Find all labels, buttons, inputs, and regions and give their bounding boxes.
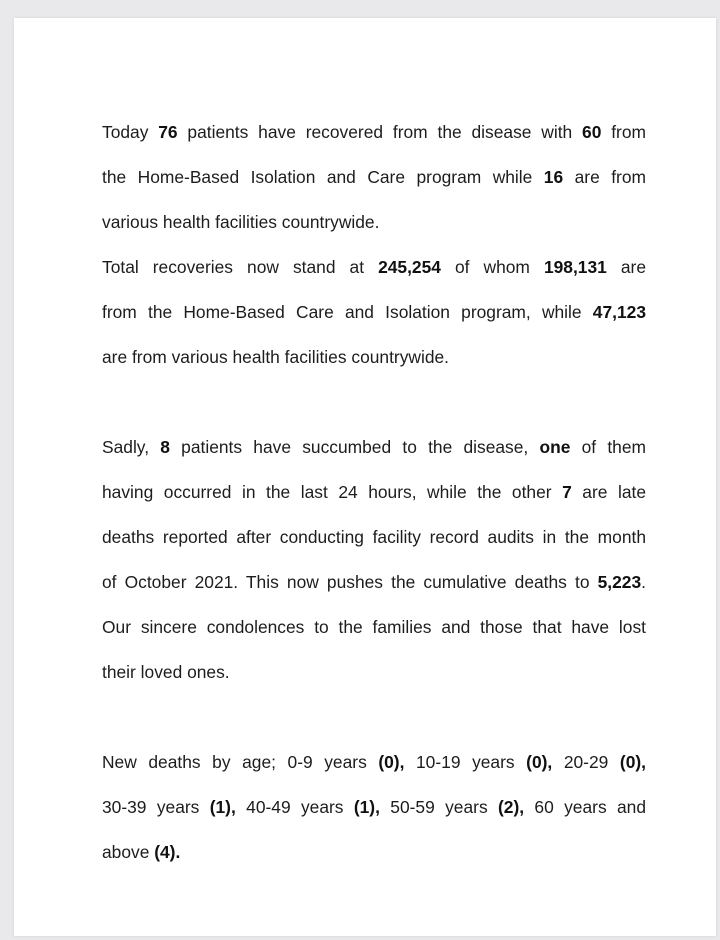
deaths-line-5: Our sincere condolences to the families and those that have lost: [102, 617, 646, 637]
recoveries-line-1: Today 76 patients have recovered from the disease with 60 from: [102, 122, 646, 142]
age-40-49-count: (1),: [353, 797, 380, 817]
age-50-59-count: (2),: [497, 797, 525, 817]
total-recoveries-count: 245,254: [378, 257, 441, 277]
age-60-plus-count: (4).: [154, 842, 181, 862]
recoveries-line-4: Total recoveries now stand at 245,254 of whom 198,131 are: [102, 257, 646, 277]
recovered-today-count: 76: [158, 122, 178, 142]
facility-recovered-count: 16: [543, 167, 564, 187]
deaths-count: 8: [160, 437, 170, 457]
ages-line-3: above (4).: [102, 842, 181, 862]
recent-deaths-word: one: [539, 437, 571, 457]
deaths-line-1: Sadly, 8 patients have succumbed to the disease, one of them: [102, 437, 646, 457]
recoveries-line-6: are from various health facilities countrywide.: [102, 347, 449, 367]
ages-line-1: New deaths by age; 0-9 years (0), 10-19 years (0), 20-29 (0),: [102, 752, 646, 772]
recoveries-line-2: the Home-Based Isolation and Care program while 16 are from: [102, 167, 646, 187]
age-10-19-count: (0),: [526, 752, 553, 772]
deaths-line-6: their loved ones.: [102, 662, 230, 682]
cumulative-deaths-count: 5,223: [597, 572, 642, 592]
age-0-9-count: (0),: [378, 752, 405, 772]
facility-total-count: 47,123: [592, 302, 646, 322]
ages-line-2: 30-39 years (1), 40-49 years (1), 50-59 years (2), 60 years and: [102, 797, 647, 817]
late-deaths-count: 7: [562, 482, 572, 502]
age-20-29-count: (0),: [619, 752, 646, 772]
deaths-line-4: of October 2021. This now pushes the cumulative deaths to 5,223.: [102, 572, 646, 592]
home-based-total-count: 198,131: [543, 257, 607, 277]
recoveries-line-5: from the Home-Based Care and Isolation program, while 47,123: [102, 302, 646, 322]
document-page: [14, 18, 716, 936]
deaths-line-2: having occurred in the last 24 hours, while the other 7 are late: [102, 482, 646, 502]
home-based-recovered-count: 60: [582, 122, 602, 142]
deaths-line-3: deaths reported after conducting facility record audits in the month: [102, 527, 646, 547]
age-30-39-count: (1),: [209, 797, 236, 817]
recoveries-line-3: various health facilities countrywide.: [102, 212, 380, 232]
